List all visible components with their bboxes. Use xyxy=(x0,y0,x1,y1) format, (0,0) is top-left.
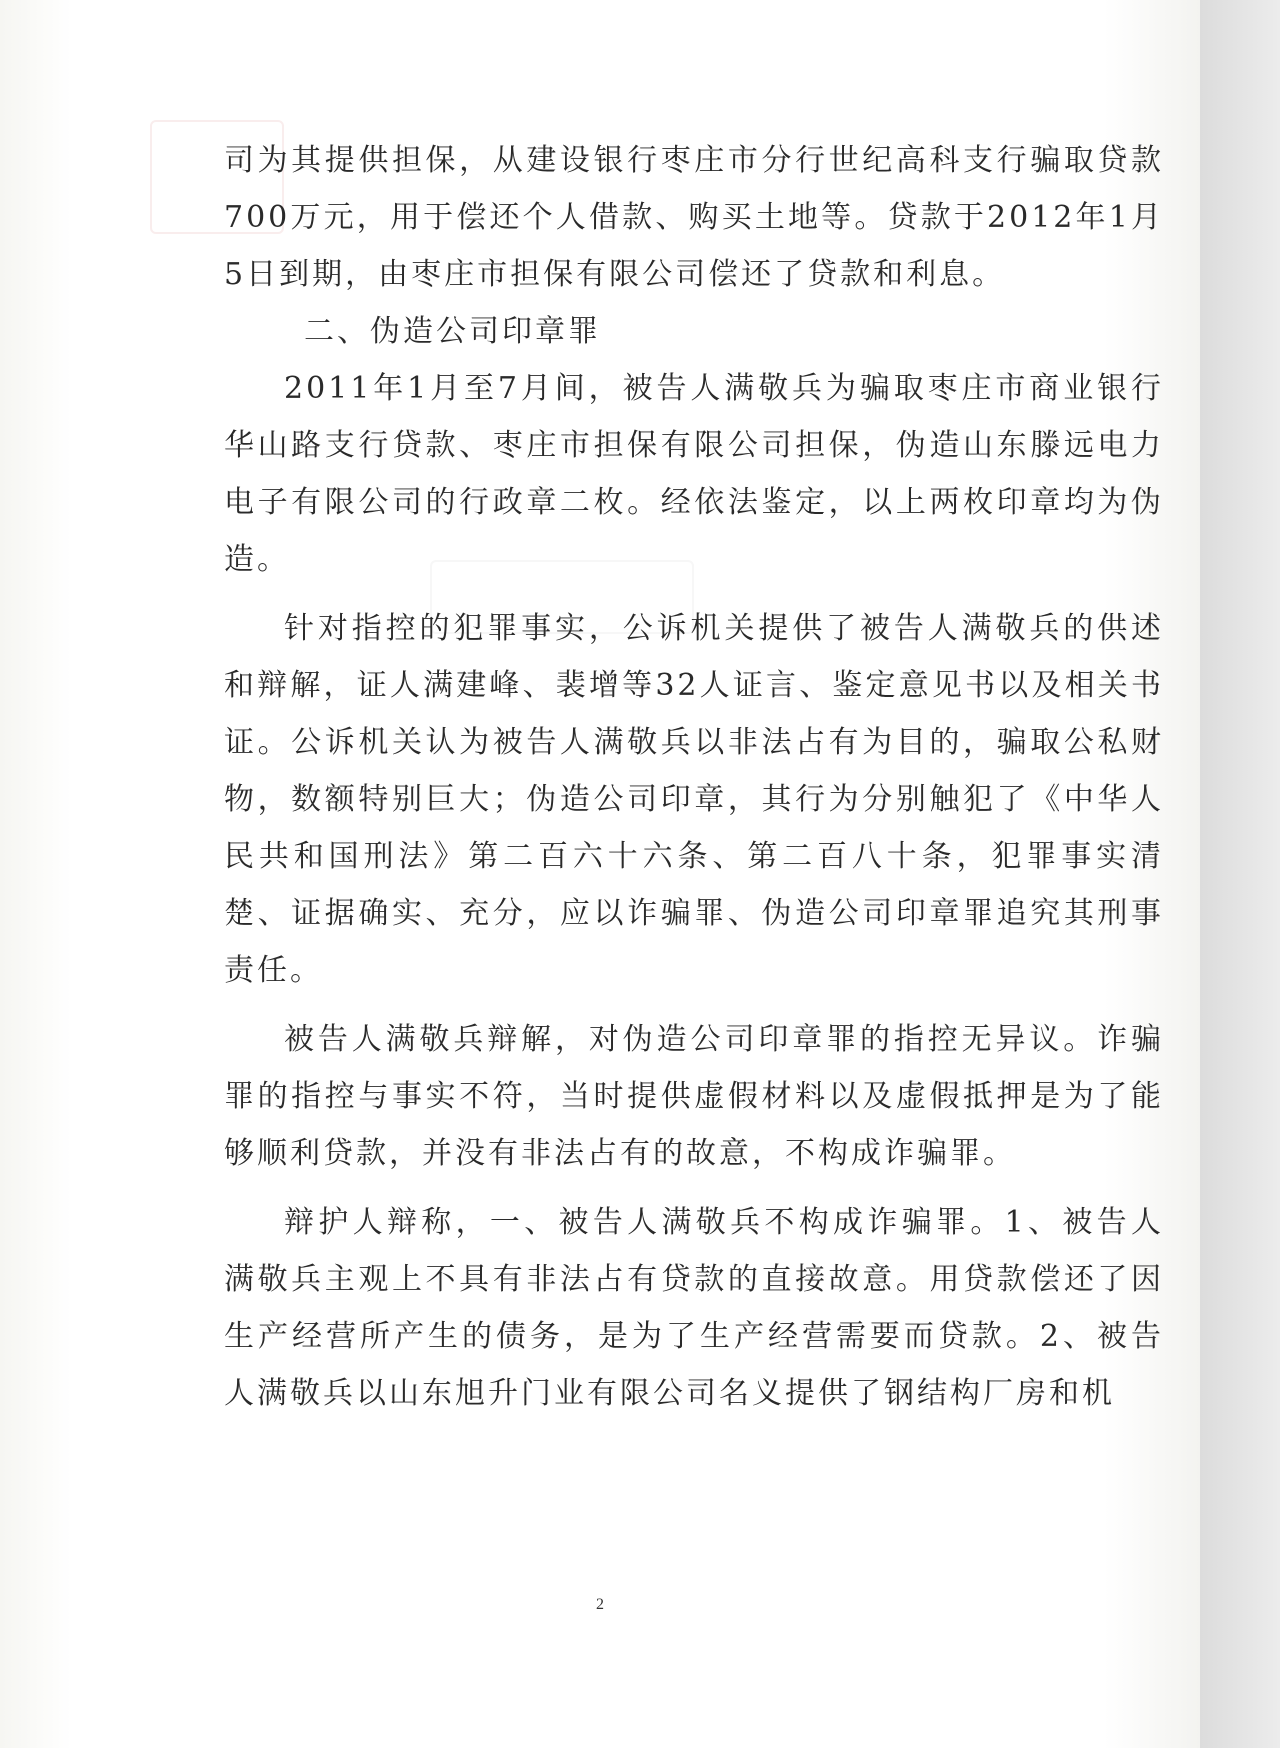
document-body xyxy=(224,132,1164,1422)
paragraph-defense: 辩护人辩称，一、被告人满敬兵不构成诈骗罪。1、被告人满敬兵主观上不具有非法占有贷款的直接故意。用贷款偿还了因生产经营所产生的债务，是为了生产经营需要而贷款。2、被告人满敬兵以山东旭升门业有限公司名义提供了钢结构厂房和机 xyxy=(224,1205,1164,1411)
paragraph-defendant-plea: 被告人满敬兵辩解，对伪造公司印章罪的指控无异议。诈骗罪的指控与事实不符，当时提供虚假材料以及虚假抵押是为了能够顺利贷款，并没有非法占有的故意，不构成诈骗罪。 xyxy=(224,1022,1164,1171)
section-heading: 二、伪造公司印章罪 xyxy=(304,314,601,349)
paragraph-facts: 2011年1月至7月间，被告人满敬兵为骗取枣庄市商业银行华山路支行贷款、枣庄市担保有限公司担保，伪造山东滕远电力电子有限公司的行政章二枚。经依法鉴定，以上两枚印章均为伪造。 xyxy=(224,371,1164,577)
page-number: 2 xyxy=(596,1596,604,1613)
scan-edge xyxy=(1200,0,1280,1748)
paragraph-prosecution: 针对指控的犯罪事实，公诉机关提供了被告人满敬兵的供述和辩解，证人满建峰、裴增等32人证言、鉴定意见书以及相关书证。公诉机关认为被告人满敬兵以非法占有为目的，骗取公私财物，数额特别巨大；伪造公司印章，其行为分别触犯了《中华人民共和国刑法》第二百六十六条、第二百八十条，犯罪事实清楚、证据确实、充分，应以诈骗罪、伪造公司印章罪追究其刑事责任。 xyxy=(224,611,1164,988)
paragraph-continued: 司为其提供担保，从建设银行枣庄市分行世纪高科支行骗取贷款700万元，用于偿还个人借款、购买土地等。贷款于2012年1月5日到期，由枣庄市担保有限公司偿还了贷款和利息。 xyxy=(224,143,1164,292)
